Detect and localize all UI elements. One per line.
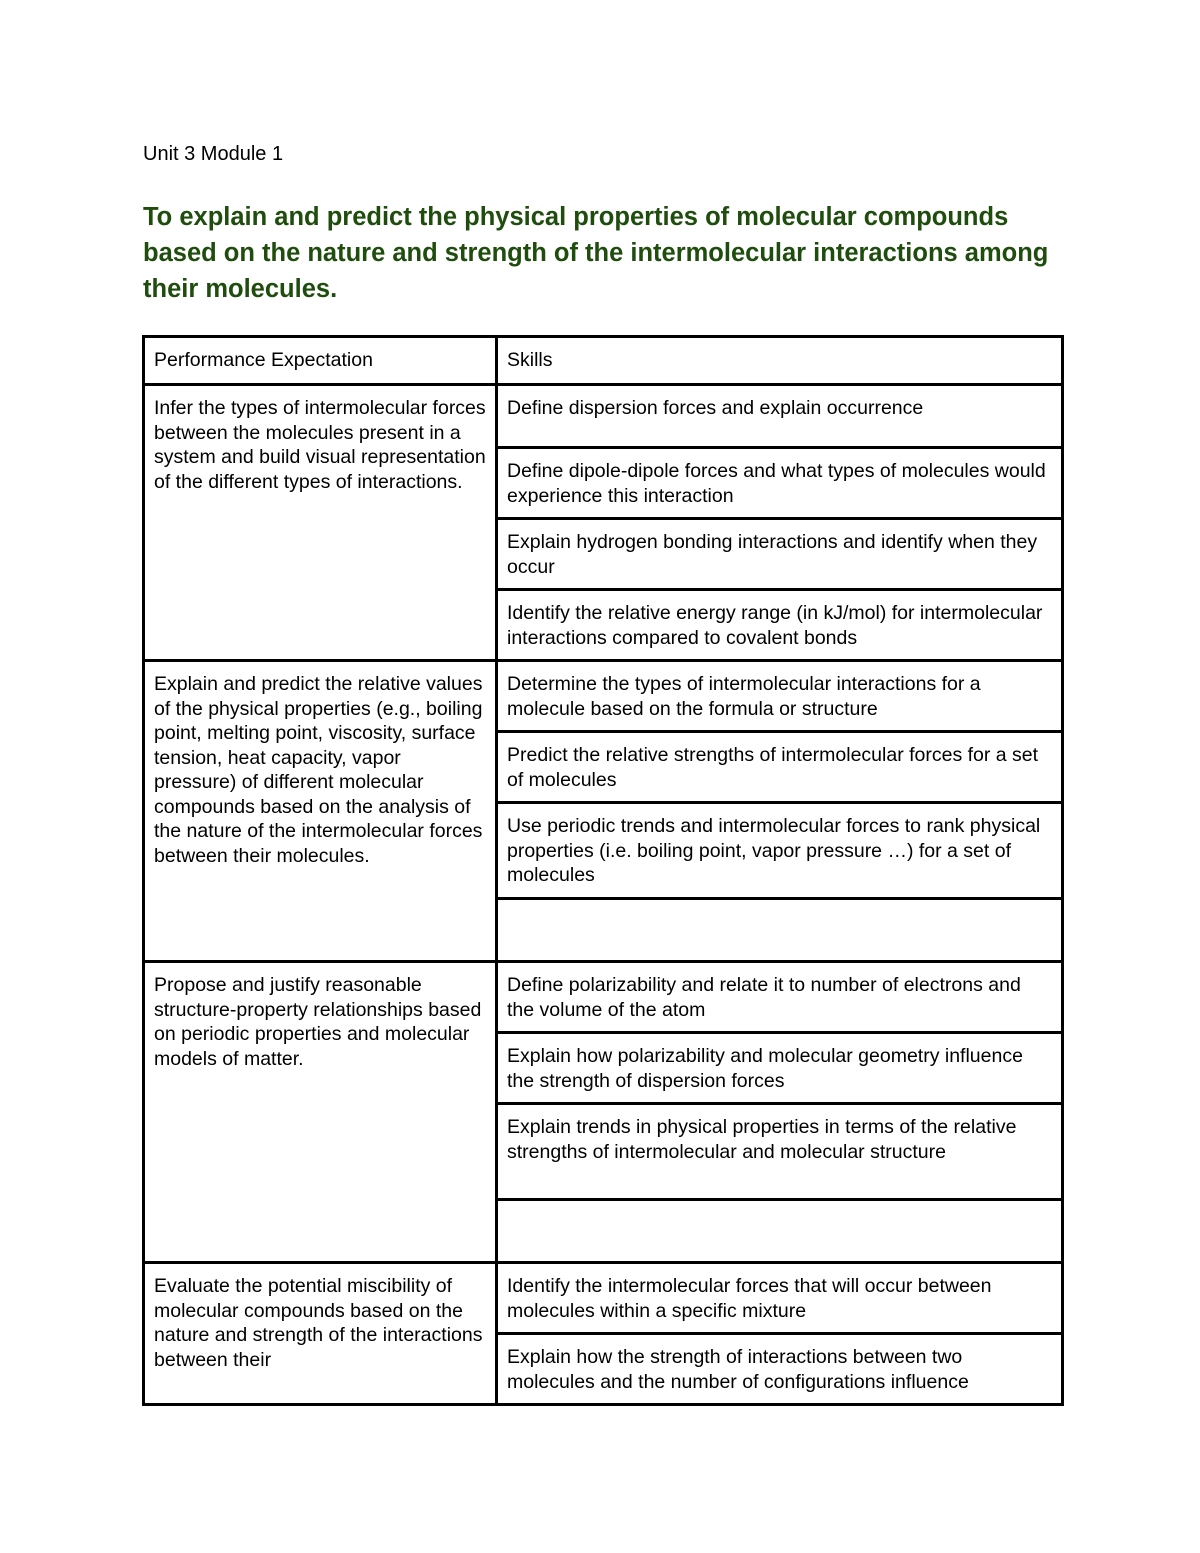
header-skills: Skills <box>497 337 1063 385</box>
table-row <box>144 962 1063 1033</box>
performance-expectation-cell: Evaluate the potential miscibility of molecular compounds based on the nature and strength of the interactions between their <box>144 1263 497 1405</box>
table-row <box>144 661 1063 732</box>
skill-cell: Predict the relative strengths of intermolecular forces for a set of molecules <box>497 732 1063 803</box>
skill-cell: Explain trends in physical properties in terms of the relative strengths of intermolecular and molecular structure <box>497 1104 1063 1200</box>
skill-cell <box>497 1200 1063 1263</box>
performance-expectations-table <box>142 335 1064 1406</box>
skill-cell: Determine the types of intermolecular interactions for a molecule based on the formula or structure <box>497 661 1063 732</box>
module-objective: To explain and predict the physical properties of molecular compounds based on the nature and strength of the intermolecular interactions among their molecules. <box>143 203 1049 303</box>
performance-expectation-cell: Infer the types of intermolecular forces between the molecules present in a system and build visual representation of the different types of interactions. <box>144 385 497 661</box>
skill-cell: Explain hydrogen bonding interactions and identify when they occur <box>497 519 1063 590</box>
skill-cell: Define dispersion forces and explain occurrence <box>497 385 1063 448</box>
performance-expectation-cell: Propose and justify reasonable structure-property relationships based on periodic properties and molecular models of matter. <box>144 962 497 1263</box>
skill-cell: Identify the relative energy range (in kJ/mol) for intermolecular interactions compared to covalent bonds <box>497 590 1063 661</box>
skill-cell <box>497 899 1063 962</box>
skill-cell: Identify the intermolecular forces that will occur between molecules within a specific mixture <box>497 1263 1063 1334</box>
table-row <box>144 1263 1063 1334</box>
performance-expectation-cell: Explain and predict the relative values of the physical properties (e.g., boiling point, melting point, viscosity, surface tension, heat capacity, vapor pressure) of different molecular compounds based on the analysis of the nature of the intermolecular forces between their molecules. <box>144 661 497 962</box>
table-row <box>144 385 1063 448</box>
skill-cell: Use periodic trends and intermolecular forces to rank physical properties (i.e. boiling point, vapor pressure …) for a set of molecules <box>497 803 1063 899</box>
unit-label: Unit 3 Module 1 <box>143 143 284 165</box>
skill-cell: Define dipole-dipole forces and what types of molecules would experience this interaction <box>497 448 1063 519</box>
skill-cell: Explain how the strength of interactions between two molecules and the number of configurations influence <box>497 1334 1063 1405</box>
skill-cell: Explain how polarizability and molecular geometry influence the strength of dispersion forces <box>497 1033 1063 1104</box>
header-performance-expectation: Performance Expectation <box>144 337 497 385</box>
table-header-row <box>144 337 1063 385</box>
skill-cell: Define polarizability and relate it to number of electrons and the volume of the atom <box>497 962 1063 1033</box>
